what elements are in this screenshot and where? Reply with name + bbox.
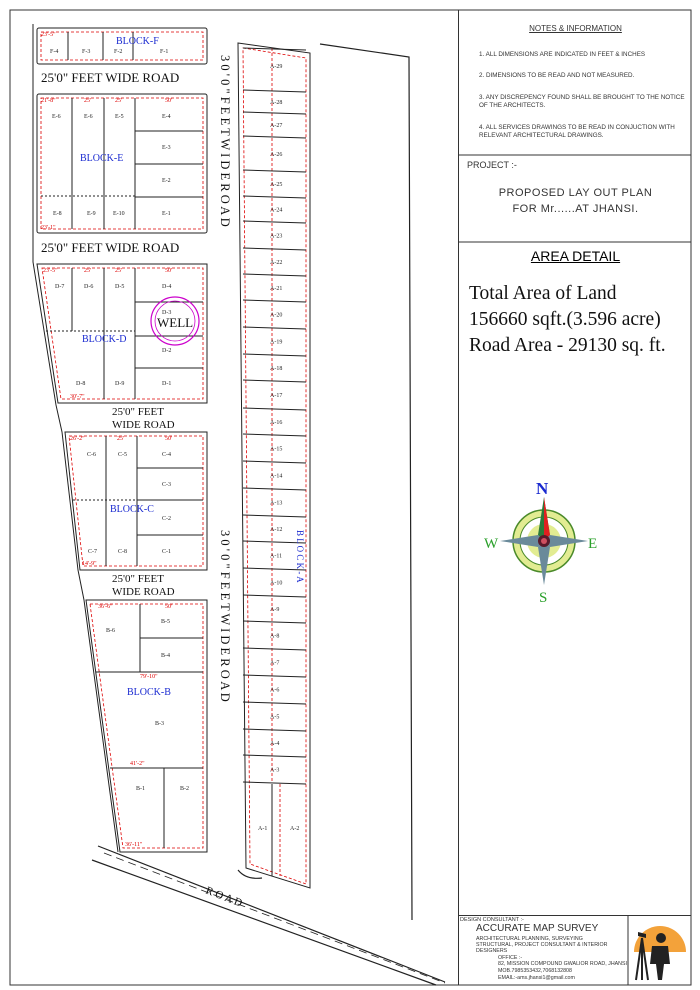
- block-e-label: BLOCK-E: [80, 153, 124, 164]
- project-title-line1: PROPOSED LAY OUT PLAN: [498, 187, 653, 199]
- well-label: WELL: [157, 315, 194, 330]
- block-b-label: BLOCK-B: [127, 687, 171, 698]
- plot-a-26: A-26: [270, 152, 283, 158]
- notes-title: NOTES & INFORMATION: [529, 24, 622, 33]
- block-a-divider: [243, 755, 306, 757]
- plot-a-23: A-23: [270, 233, 283, 240]
- road-label-d2: WIDE ROAD: [112, 419, 175, 431]
- plot-a-11: A-11: [270, 553, 283, 560]
- block-a-divider: [243, 408, 306, 410]
- plot-b-2: B-2: [180, 786, 189, 792]
- plot-b-4: B-4: [161, 653, 170, 659]
- block-a-divider: [243, 488, 306, 490]
- plot-d-5: D-5: [115, 284, 125, 290]
- plot-f-3: F-3: [82, 49, 91, 55]
- plot-e-10: E-10: [113, 211, 125, 217]
- plot-d-4: D-4: [162, 284, 172, 290]
- plot-a-5: A-5: [270, 714, 280, 721]
- consultant-label: DESIGN CONSULTANT :-: [460, 917, 524, 923]
- block-f-label: BLOCK-F: [116, 36, 159, 47]
- plot-d-1: D-1: [162, 381, 172, 387]
- block-a-divider: [243, 648, 306, 650]
- consultant-mobile: MOB.7985353432,7068132808: [498, 968, 572, 974]
- plot-d-6: D-6: [84, 284, 94, 290]
- plot-a-21: A-21: [270, 286, 283, 292]
- block-a-divider: [243, 675, 306, 677]
- plot-f-1: F-1: [160, 49, 169, 55]
- road-label-30ft-bottom: 3 0 ' 0 " F E E T W I D E R O A D: [218, 530, 232, 702]
- block-a-divider: [243, 434, 306, 436]
- plot-c-2: C-2: [162, 516, 171, 522]
- plot-c-1: C-1: [162, 549, 171, 555]
- plot-c-6: C-6: [87, 452, 96, 458]
- plot-f-4: F-4: [50, 49, 59, 55]
- area-road: Road Area - 29130 sq. ft.: [469, 335, 666, 356]
- dim-c-top: 26'-2": [70, 436, 85, 442]
- plot-a-9: A-9: [270, 607, 280, 613]
- block-a-divider: [243, 90, 306, 92]
- plot-a-27: A-27: [270, 123, 283, 129]
- dim-e-bot: 23'-1": [41, 225, 56, 231]
- dim-c-25: 25': [117, 436, 125, 442]
- block-a-divider: [243, 221, 306, 223]
- bottom-road-lines: [92, 846, 445, 985]
- plot-c-3: C-3: [162, 482, 171, 488]
- plot-d-2: D-2: [162, 348, 172, 354]
- project-title-line2: FOR Mr......AT JHANSI.: [512, 203, 639, 215]
- block-a-divider: [243, 300, 306, 302]
- block-c-label: BLOCK-C: [110, 504, 154, 515]
- plot-a-25: A-25: [270, 182, 283, 188]
- block-a-divider: [243, 170, 306, 172]
- dim-b-low: 41'-2": [130, 761, 145, 767]
- consultant-email: EMAIL:-ams.jhansi1@gmail.com: [498, 975, 575, 981]
- block-a-divider: [243, 327, 306, 329]
- block-a-divider: [243, 515, 306, 517]
- plot-a-16: A-16: [270, 420, 283, 426]
- site-boundary-east: [320, 44, 412, 920]
- block-a-divider: [243, 112, 306, 114]
- dim-e-50: 50': [165, 98, 173, 104]
- road-label-c2: WIDE ROAD: [112, 586, 175, 598]
- plot-c-7: C-7: [88, 549, 97, 555]
- dim-b-50: 50': [165, 604, 173, 610]
- plot-e-2: E-2: [162, 178, 171, 184]
- dim-b-bot: 36'-11": [125, 842, 143, 848]
- plot-a-14: A-14: [270, 473, 283, 480]
- block-a-divider: [243, 136, 306, 138]
- dim-c-bot: 14'-9": [82, 561, 97, 567]
- plot-a-22: A-22: [270, 260, 283, 266]
- plot-a-8: A-8: [270, 633, 280, 640]
- plot-d-8: D-8: [76, 381, 86, 387]
- plot-f-2: F-2: [114, 49, 123, 55]
- road-label-bottom: R O A D: [203, 884, 244, 910]
- plot-b-6: B-6: [106, 628, 115, 634]
- plot-a-18: A-18: [270, 366, 283, 372]
- area-total-label: Total Area of Land: [469, 283, 617, 304]
- plot-e-9: E-9: [87, 211, 96, 217]
- block-a-divider: [243, 380, 306, 382]
- block-b-group: [86, 600, 207, 852]
- plot-a-24: A-24: [270, 207, 283, 214]
- block-a-divider: [243, 702, 306, 704]
- consultant-services-1: ARCHITECTURAL PLANNING, SURVEYING: [476, 936, 583, 942]
- block-a-divider: [243, 729, 306, 731]
- consultant-name: ACCURATE MAP SURVEY: [476, 923, 599, 934]
- dim-e-top: 21'-8": [41, 98, 56, 104]
- plot-b-3: B-3: [155, 721, 164, 727]
- consultant-services-2: STRUCTURAL, PROJECT CONSULTANT & INTERIOR: [476, 942, 608, 948]
- plot-a-12: A-12: [270, 527, 283, 533]
- dim-e-25a: 25': [84, 98, 92, 104]
- dim-d-top: 23'-5": [43, 268, 58, 274]
- plot-e-6a: E-6: [52, 114, 61, 120]
- plot-d-9: D-9: [115, 381, 125, 387]
- plot-c-4: C-4: [162, 452, 171, 458]
- consultant-address: 82, MISSION COMPOUND GWALIOR ROAD, JHANSI: [498, 961, 628, 967]
- block-a-divider: [243, 354, 306, 356]
- plot-a-29: A-29: [270, 64, 283, 70]
- block-a-divider: [243, 461, 306, 463]
- note-2: 2. DIMENSIONS TO BE READ AND NOT MEASURED.: [479, 72, 635, 79]
- plot-e-1: E-1: [162, 211, 171, 217]
- info-panel: [458, 10, 692, 985]
- dim-d-25b: 25': [115, 268, 123, 274]
- dim-d-25a: 25': [84, 268, 92, 274]
- dim-f-top: 23'-5": [41, 32, 56, 38]
- plot-a-13: A-13: [270, 500, 283, 507]
- plot-b-1: B-1: [136, 786, 145, 792]
- note-3: 3. ANY DISCREPENCY FOUND SHALL BE BROUGHT TO THE NOTICE OF THE ARCHITECTS.: [479, 94, 685, 109]
- plot-c-8: C-8: [118, 549, 127, 555]
- plot-a-28: A-28: [270, 100, 283, 106]
- plot-a-6: A-6: [270, 687, 280, 694]
- area-total-value: 156660 sqft.(3.596 acre): [469, 309, 661, 330]
- area-detail-heading: AREA DETAIL: [530, 248, 621, 264]
- plot-e-6b: E-6: [84, 114, 93, 120]
- block-a-divider: [243, 595, 306, 597]
- consultant-office-label: OFFICE :-: [498, 955, 523, 961]
- dim-d-50: 50': [165, 268, 173, 274]
- block-a-label: B L O C K - A: [295, 530, 305, 583]
- note-1: 1. ALL DIMENSIONS ARE INDICATED IN FEET & INCHES: [479, 51, 646, 58]
- road-label-d1: 25'0" FEET: [112, 406, 164, 418]
- compass-e: E: [588, 536, 598, 552]
- dim-b-top: 36'-6": [98, 604, 113, 610]
- plot-c-5: C-5: [118, 452, 127, 458]
- compass-s: S: [539, 590, 548, 606]
- plot-d-7: D-7: [55, 284, 65, 290]
- block-a-plot-labels: [258, 64, 299, 832]
- block-a-divider: [243, 274, 306, 276]
- block-d-label: BLOCK-D: [82, 334, 127, 345]
- plot-a-3: A-3: [270, 767, 280, 774]
- plot-a-7: A-7: [270, 660, 280, 667]
- plot-a-10: A-10: [270, 580, 283, 587]
- plot-a-4: A-4: [270, 741, 280, 747]
- plot-a-15: A-15: [270, 446, 283, 453]
- road-label-c1: 25'0" FEET: [112, 573, 164, 585]
- plot-e-8: E-8: [53, 211, 62, 217]
- dim-e-25b: 25': [115, 98, 123, 104]
- plot-a-20: A-20: [270, 312, 283, 319]
- plot-a-19: A-19: [270, 339, 283, 346]
- plot-e-3: E-3: [162, 145, 171, 151]
- plot-b-5: B-5: [161, 619, 170, 625]
- block-a-divider: [243, 621, 306, 623]
- road-label-e: 25'0" FEET WIDE ROAD: [41, 240, 180, 255]
- project-label: PROJECT :-: [467, 160, 517, 170]
- note-4: 4. ALL SERVICES DRAWINGS TO BE READ IN CONJUCTION WITH RELEVANT ARCHITECTURAL DRAWINGS.: [479, 124, 675, 139]
- block-a-divider: [243, 196, 306, 198]
- compass-w: W: [484, 536, 499, 552]
- plot-e-5: E-5: [115, 114, 124, 120]
- plot-a-2: A-2: [290, 826, 300, 832]
- road-label-30ft-top: 3 0 ' 0 " F E E T W I D E R O A D: [218, 55, 232, 227]
- dim-d-bot: 30'-7": [70, 394, 85, 400]
- block-a-divider: [243, 248, 306, 250]
- plot-d-3: D-3: [162, 310, 172, 316]
- consultant-services-3: DESIGNERS: [476, 948, 508, 954]
- block-a-divider: [243, 782, 306, 784]
- plot-e-4: E-4: [162, 114, 171, 120]
- block-a-plot-dividers: [243, 48, 306, 784]
- dim-c-50: 50': [165, 436, 173, 442]
- road-label-f: 25'0" FEET WIDE ROAD: [41, 70, 180, 85]
- plot-a-1: A-1: [258, 826, 268, 832]
- consultant-block: [458, 915, 691, 986]
- plot-a-17: A-17: [270, 393, 283, 399]
- dim-b-mid: 79'-10": [140, 674, 158, 680]
- compass-n: N: [536, 479, 549, 498]
